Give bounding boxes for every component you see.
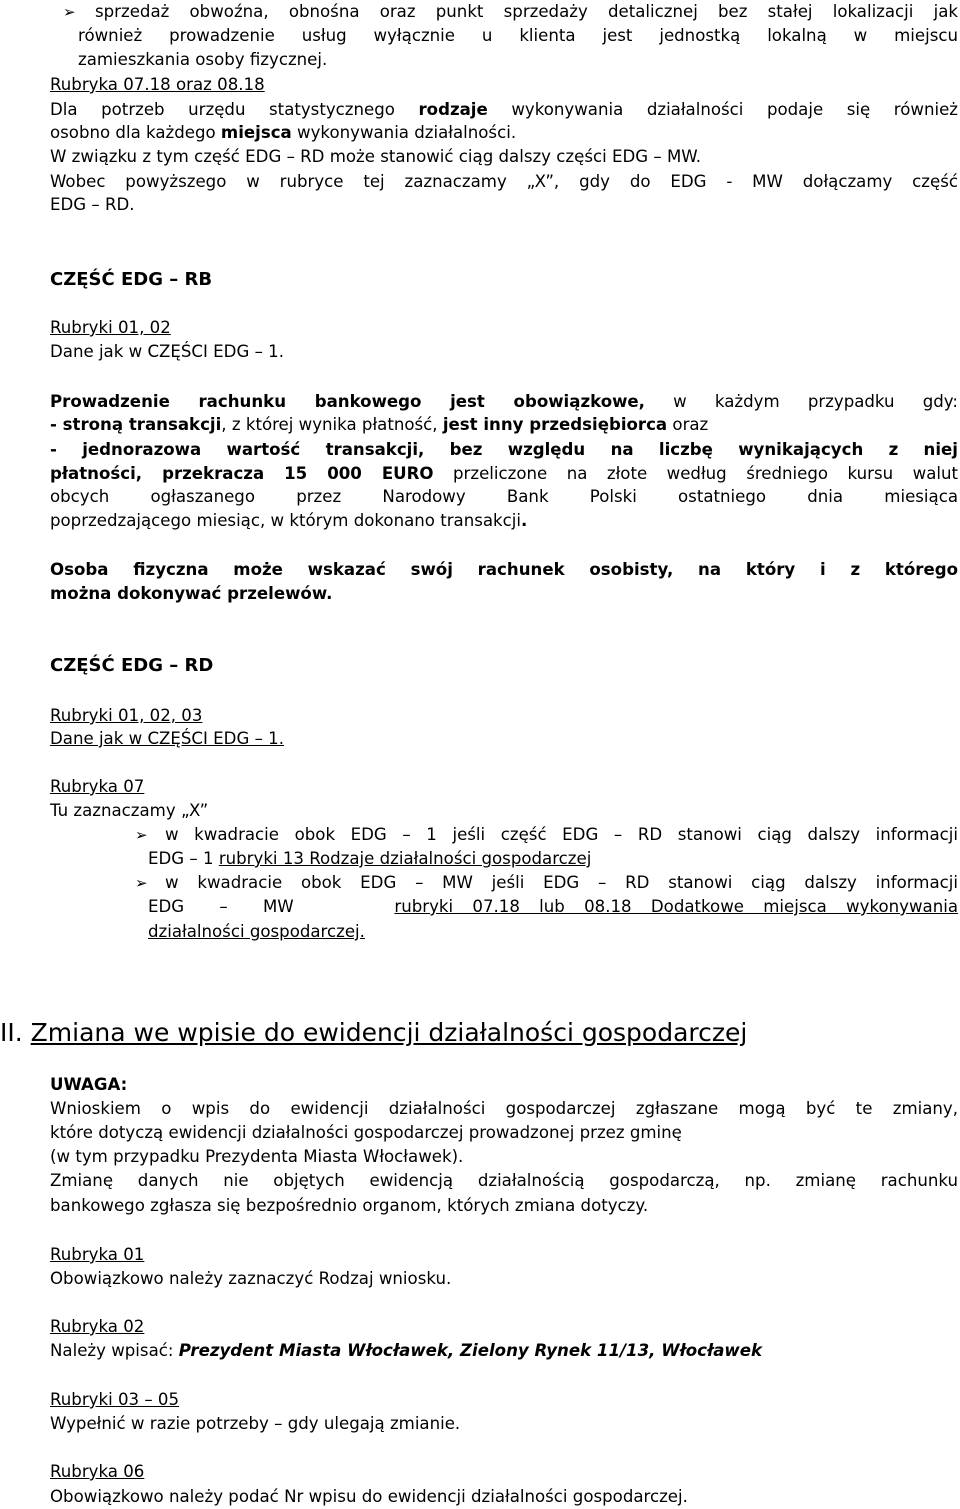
- text-line: Dla potrzeb urzędu statystycznego rodzaje wykonywania działalności podaje się również: [50, 100, 958, 119]
- part-heading: CZĘŚĆ EDG – RD: [50, 655, 214, 676]
- text-line: które dotyczą ewidencji działalności gospodarczej prowadzonej przez gminę: [50, 1123, 682, 1142]
- text-line: można dokonywać przelewów.: [50, 584, 333, 603]
- section-label: Rubryki 01, 02, 03: [50, 706, 203, 725]
- section-label: Rubryki 01, 02: [50, 318, 171, 337]
- text-line: sprzedaż obwoźna, obnośna oraz punkt sprzedaży detalicznej bez stałej lokalizacji jak: [95, 2, 958, 21]
- text-line: bankowego zgłasza się bezpośrednio organom, których zmiana dotyczy.: [50, 1196, 649, 1215]
- text-line: Tu zaznaczamy „X”: [50, 801, 209, 820]
- section-label: Rubryka 01: [50, 1245, 145, 1264]
- text-line: w kwadracie obok EDG – MW jeśli EDG – RD stanowi ciąg dalszy informacji: [165, 873, 958, 892]
- text-line: EDG – 1 rubryki 13 Rodzaje działalności gospodarczej: [148, 849, 592, 868]
- section-label: Rubryki 03 – 05: [50, 1390, 180, 1409]
- text-line: W związku z tym część EDG – RD może stanowić ciąg dalszy części EDG – MW.: [50, 147, 702, 166]
- section-label: Rubryka 07: [50, 777, 145, 796]
- text-line: EDG – MW rubryki 07.18 lub 08.18 Dodatkowe miejsca wykonywania: [148, 897, 958, 916]
- text-line: (w tym przypadku Prezydenta Miasta Włocławek).: [50, 1147, 464, 1166]
- text-line: Wnioskiem o wpis do ewidencji działalności gospodarczej zgłaszane mogą być te zmiany,: [50, 1099, 958, 1118]
- section-heading: II. Zmiana we wpisie do ewidencji działalności gospodarczej: [0, 1018, 748, 1047]
- text-line: płatności, przekracza 15 000 EURO przeliczone na złote według średniego kursu walut: [50, 464, 958, 483]
- text-line: poprzedzającego miesiąc, w którym dokonano transakcji.: [50, 511, 528, 530]
- text-line: działalności gospodarczej.: [148, 922, 365, 941]
- warning-label: UWAGA:: [50, 1075, 128, 1094]
- arrow-bullet-icon: ➢: [63, 3, 76, 21]
- text-line: Obowiązkowo należy podać Nr wpisu do ewidencji działalności gospodarczej.: [50, 1487, 688, 1506]
- text-line: - jednorazowa wartość transakcji, bez względu na liczbę wynikających z niej: [50, 440, 958, 459]
- text-line: osobno dla każdego miejsca wykonywania działalności.: [50, 123, 517, 142]
- text-line: Dane jak w CZĘŚCI EDG – 1.: [50, 342, 284, 361]
- text-line: w kwadracie obok EDG – 1 jeśli część EDG – RD stanowi ciąg dalszy informacji: [165, 825, 958, 844]
- text-line: Osoba fizyczna może wskazać swój rachunek osobisty, na który i z którego: [50, 560, 958, 579]
- text-line: Prowadzenie rachunku bankowego jest obowiązkowe, w każdym przypadku gdy:: [50, 392, 958, 411]
- part-heading: CZĘŚĆ EDG – RB: [50, 269, 213, 290]
- section-label: Rubryka 07.18 oraz 08.18: [50, 75, 265, 94]
- text-line: zamieszkania osoby fizycznej.: [78, 50, 328, 69]
- text-line: Wobec powyższego w rubryce tej zaznaczamy „X”, gdy do EDG - MW dołączamy część: [50, 172, 958, 191]
- text-line: EDG – RD.: [50, 195, 135, 214]
- text-line: - stroną transakcji, z której wynika płatność, jest inny przedsiębiorca oraz: [50, 415, 709, 434]
- text-line: Wypełnić w razie potrzeby – gdy ulegają zmianie.: [50, 1414, 461, 1433]
- text-line: Należy wpisać: Prezydent Miasta Włocławek, Zielony Rynek 11/13, Włocławek: [50, 1341, 763, 1360]
- section-label: Rubryka 06: [50, 1462, 145, 1481]
- section-label: Dane jak w CZĘŚCI EDG – 1.: [50, 729, 284, 748]
- section-label: Rubryka 02: [50, 1317, 145, 1336]
- text-line: Zmianę danych nie objętych ewidencją działalnością gospodarczą, np. zmianę rachunku: [50, 1171, 958, 1190]
- arrow-bullet-icon: ➢: [135, 874, 148, 892]
- text-line: Obowiązkowo należy zaznaczyć Rodzaj wniosku.: [50, 1269, 452, 1288]
- text-line: obcych ogłaszanego przez Narodowy Bank Polski ostatniego dnia miesiąca: [50, 487, 958, 506]
- text-line: również prowadzenie usług wyłącznie u klienta jest jednostką lokalną w miejscu: [78, 26, 958, 45]
- arrow-bullet-icon: ➢: [135, 826, 148, 844]
